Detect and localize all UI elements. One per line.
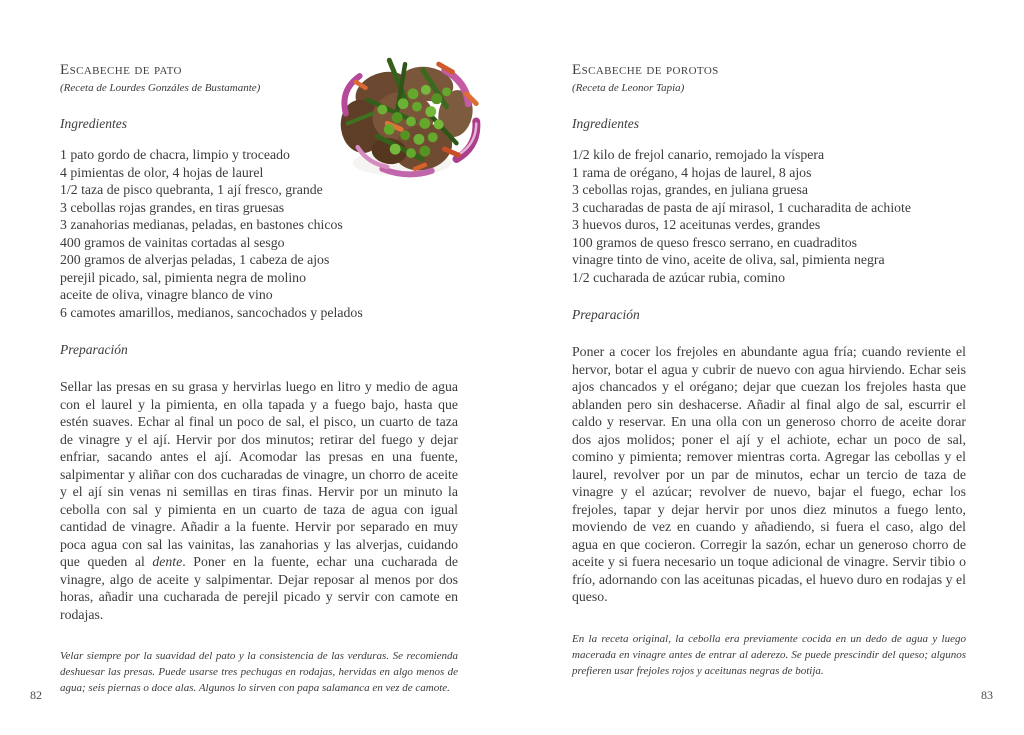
footnote-right: En la receta original, la cebolla era previamente cocida en un dedo de agua y luego macerada en vinagre antes de entrar al aderezo. Se puede prescindir del queso; algunos prefieren usar frejoles rojos y aceitunas negras de botija. bbox=[572, 632, 966, 677]
ingredients-list-left bbox=[60, 146, 458, 321]
ingredient-line: 3 zanahorias medianas, peladas, en bastones chicos bbox=[60, 217, 343, 232]
ingredient-line: 3 cebollas rojas, grandes, en juliana gruesa bbox=[572, 182, 808, 197]
preparation-segment: Sellar las presas en su grasa y hervirlas luego en litro y medio de agua con el laurel y la pimienta, en olla tapada y a fuego bajo, hasta que estén suaves. Echar al final un poco de sal, el pisco, un cuarto de taza de vinagre y el ají. Hervir por dos minutos; retirar del fuego y dejar enfriar, sacando antes el ají. Acomodar las presas en una fuente, salpimentar y aliñar con dos cucharadas de vinagre, un chorro de aceite y el ají sin venas ni semillas en tiras finas. Hervir por un minuto la cebolla con sal y pimienta en un cuarto de taza de agua con igual cantidad de vinagre. Añadir a la fuente. Hervir por separado en muy poca agua con sal las vainitas, las zanahorias y las alverjas, cuidando que queden al bbox=[60, 379, 458, 569]
ingredient-line: 1 pato gordo de chacra, limpio y troceado bbox=[60, 147, 290, 162]
recipe-title-right: Escabeche de porotos bbox=[572, 62, 719, 78]
ingredients-heading-left: Ingredientes bbox=[60, 116, 127, 131]
ingredient-line: 200 gramos de alverjas peladas, 1 cabeza de ajos bbox=[60, 252, 330, 267]
ingredient-line: 100 gramos de queso fresco serrano, en cuadraditos bbox=[572, 234, 858, 250]
ingredient-line: 3 huevos duros, 12 aceitunas verdes, grandes bbox=[572, 217, 821, 232]
ingredients-list-right bbox=[572, 146, 966, 286]
ingredient-line: 1/2 taza de pisco quebranta, 1 ají fresco, grande bbox=[60, 182, 323, 197]
right-page bbox=[572, 0, 966, 679]
ingredient-line: 1/2 cucharada de azúcar rubia, comino bbox=[572, 269, 785, 285]
page-number-left: 82 bbox=[30, 688, 42, 702]
page-number-right: 83 bbox=[981, 688, 993, 702]
recipe-title-left: Escabeche de pato bbox=[60, 62, 182, 78]
ingredient-line: 4 pimientas de olor, 4 hojas de laurel bbox=[60, 164, 264, 180]
ingredient-line: 1 rama de orégano, 4 hojas de laurel, 8 ajos bbox=[572, 164, 812, 180]
preparation-segment: . Poner en la fuente, echar una cucharada de vinagre, algo de aceite y salpimentar. Dejar reposar al menos por dos horas, añadir una cucharada de perejil picado y servir con camote en rodajas. bbox=[60, 554, 458, 622]
ingredient-line: perejil picado, sal, pimienta negra de molino bbox=[60, 269, 306, 285]
ingredients-heading-right: Ingredientes bbox=[572, 116, 639, 131]
left-page bbox=[60, 0, 458, 696]
preparation-text-right: Poner a cocer los frejoles en abundante agua fría; cuando reviente el hervor, botar el agua y cubrir de nuevo con agua hirviendo. Echar seis ajos chancados y el orégano; dejar que cuezan los frejoles hasta que ablanden pero sin deshacerse. Añadir al final algo de sal, escurrir el caldo y reservar. En una olla con un generoso chorro de aceite dorar dos ajos molidos; poner el ají y el achiote, echar un poco de sal, comino y pimienta; remover mientras corta. Agregar las cebollas y el laurel, revolver por un par de minutos, echar un tercio de taza de vinagre y el azúcar; revolver de nuevo, bajar el fuego, echar los frejoles, tapar y dejar hervir por unos diez minutos a fuego lento, moviendo de vez en cuando y añadiendo, si fuera el caso, algo del agua en que cocieron. Corregir la sazón, echar un generoso chorro de aceite y si fuera necesario un toque adicional de vinagre. Servir tibio o frío, adornando con las aceitunas picadas, el huevo duro en rodajas y el queso. bbox=[572, 344, 966, 604]
ingredient-line: vinagre tinto de vino, aceite de oliva, sal, pimienta negra bbox=[572, 252, 885, 267]
recipe-attribution-left: (Receta de Lourdes Gonzáles de Bustamante) bbox=[60, 82, 261, 94]
preparation-heading-left: Preparación bbox=[60, 342, 128, 357]
ingredient-line: 3 cucharadas de pasta de ají mirasol, 1 cucharadita de achiote bbox=[572, 199, 912, 215]
ingredient-line: 400 gramos de vainitas cortadas al sesgo bbox=[60, 234, 285, 250]
ingredient-line: 6 camotes amarillos, medianos, sancochados y pelados bbox=[60, 304, 363, 320]
ingredient-line: 3 cebollas rojas grandes, en tiras gruesas bbox=[60, 199, 285, 215]
ingredient-line: aceite de oliva, vinagre blanco de vino bbox=[60, 287, 273, 302]
recipe-attribution-right: (Receta de Leonor Tapia) bbox=[572, 82, 685, 94]
preparation-text-left bbox=[60, 378, 458, 623]
footnote-left: Velar siempre por la suavidad del pato y la consistencia de las verduras. Se recomienda deshuesar las presas. Puede usarse tres pechugas en rodajas, hervidas en algo menos de agua; seis piernas o doce alas. Algunos lo sirven con papa salamanca en vez de camote. bbox=[60, 650, 458, 694]
preparation-segment-italic: dente bbox=[152, 554, 183, 569]
ingredient-line: 1/2 kilo de frejol canario, remojado la víspera bbox=[572, 147, 825, 162]
preparation-heading-right: Preparación bbox=[572, 307, 640, 322]
